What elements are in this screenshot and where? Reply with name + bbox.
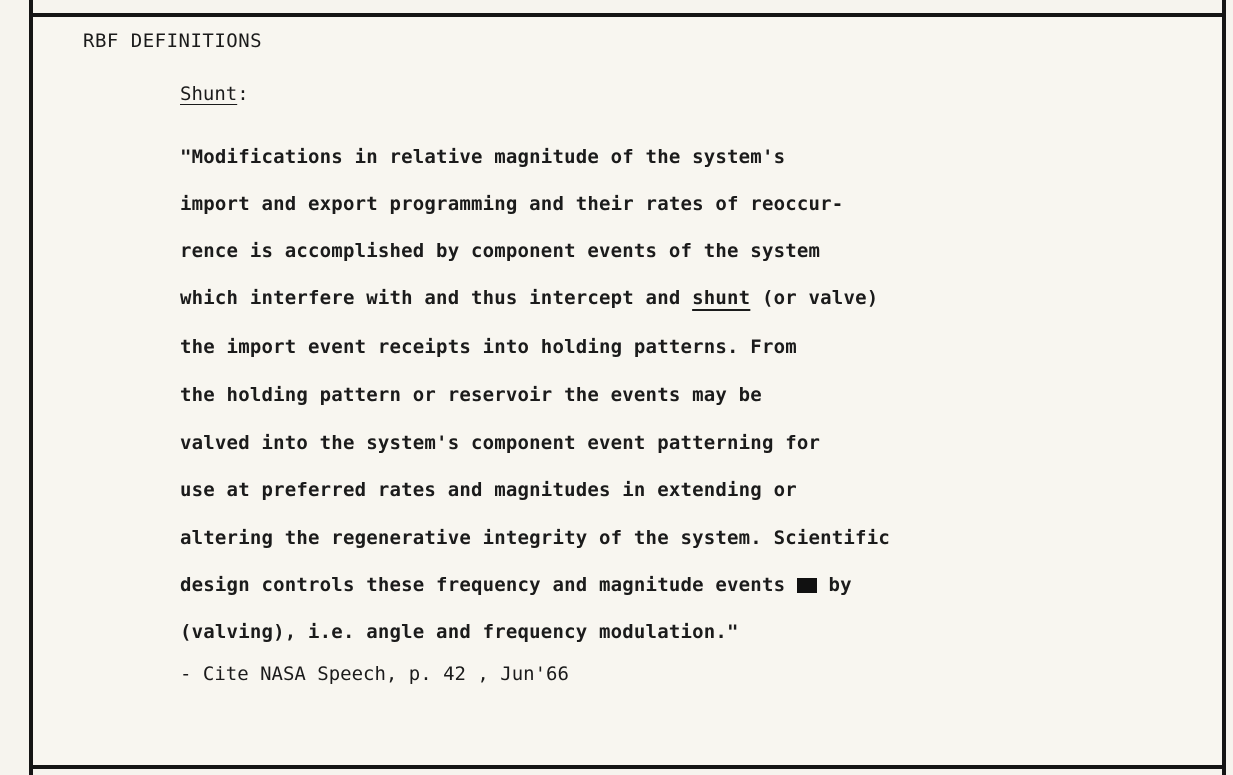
quote-line-segment: (or valve) bbox=[750, 287, 879, 309]
term-colon: : bbox=[237, 83, 249, 105]
section-title: RBF DEFINITIONS bbox=[83, 30, 263, 52]
quote-line: rence is accomplished by component events of the system bbox=[180, 240, 821, 262]
frame-bottom-border bbox=[30, 765, 1226, 769]
quote-line-segment: design controls these frequency and magnitude events bbox=[180, 574, 797, 596]
quote-line-segment: which interfere with and thus intercept and bbox=[180, 287, 693, 309]
quote-line: valved into the system's component event patterning for bbox=[180, 432, 821, 454]
quote-line-segment: by bbox=[816, 574, 852, 596]
quote-line: use at preferred rates and magnitudes in extending or bbox=[180, 479, 797, 501]
redaction-mark bbox=[797, 578, 817, 593]
quote-line: import and export programming and their rates of reoccur- bbox=[180, 193, 844, 215]
quote-line: the import event receipts into holding patterns. From bbox=[180, 336, 797, 358]
quote-line: (valving), i.e. angle and frequency modulation." bbox=[180, 621, 739, 643]
quote-line: altering the regenerative integrity of the system. Scientific bbox=[180, 527, 890, 549]
term-heading bbox=[180, 83, 249, 105]
quote-line: "Modifications in relative magnitude of the system's bbox=[180, 146, 786, 168]
citation: - Cite NASA Speech, p. 42 , Jun'66 bbox=[180, 663, 569, 685]
term-word: Shunt bbox=[180, 83, 238, 105]
quote-line bbox=[180, 287, 878, 309]
quote-line: the holding pattern or reservoir the events may be bbox=[180, 384, 762, 406]
quote-line bbox=[180, 574, 852, 596]
underlined-word-shunt: shunt bbox=[692, 287, 751, 309]
frame-right-border bbox=[1222, 0, 1226, 775]
